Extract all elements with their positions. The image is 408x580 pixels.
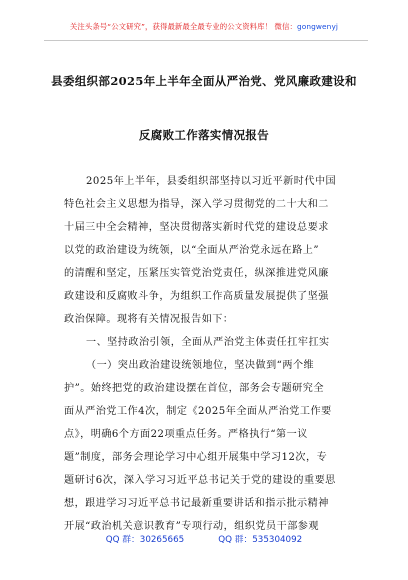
body-paragraph-line: 特色社会主义思想为指导，深入学习贯彻党的二十大和二 xyxy=(64,199,329,210)
body-paragraph-line: 护”。始终把党的政治建设摆在首位，部务会专题研究全 xyxy=(64,383,324,394)
footer-qq-group-2: QQ 群：535304092 xyxy=(218,535,303,545)
body-paragraph-line: 面从严治党工作4次，制定《2025年全面从严治党工作要 xyxy=(64,406,332,417)
footer-qq-group-1: QQ 群：30265665 xyxy=(105,535,185,545)
document-title-line-1: 县委组织部2025年上半年全面从严治党、党风廉政建设和 xyxy=(51,74,357,88)
section-heading: 一、坚持政治引领，全面从严治党主体责任扛牢扛实 xyxy=(86,337,330,348)
subsection-heading: （一）突出政治建设统领地位，坚决做到“两个维 xyxy=(86,360,315,371)
body-paragraph-line: 的清醒和坚定，压紧压实管党治党责任，纵深推进党风廉 xyxy=(64,268,329,279)
body-paragraph-line: 十届三中全会精神，坚决贯彻落实新时代党的建设总要求 xyxy=(64,222,329,233)
body-paragraph-line: 题”制度，部务会理论学习中心组开展集中学习12次，专 xyxy=(64,452,328,463)
banner-text: 关注头条号“公文研究”，获得最新最全最专业的公文资料库！ 微信： xyxy=(69,22,297,31)
body-paragraph-line: 政建设和反腐败斗争，为组织工作高质量发展提供了坚强 xyxy=(64,291,329,302)
body-paragraph-line: 题研讨6次，深入学习习近平总书记关于党的建设的重要思 xyxy=(64,475,336,486)
body-paragraph-line: 2025年上半年，县委组织部坚持以习近平新时代中国 xyxy=(86,176,337,187)
banner-wechat-id: gongwenyj xyxy=(296,22,339,31)
body-paragraph-line: 想，跟进学习习近平总书记最新重要讲话和指示批示精神 xyxy=(64,498,329,509)
body-paragraph-line: 点》，明确6个方面22项重点任务。严格执行“第一议 xyxy=(64,429,308,440)
document-title-line-2: 反腐败工作落实情况报告 xyxy=(138,128,270,142)
body-paragraph-line: 政治保障。现将有关情况报告如下： xyxy=(64,314,234,325)
banner-divider xyxy=(44,40,368,41)
body-paragraph-line: 开展“政治机关意识教育”专项行动，组织党员干部参观 xyxy=(64,521,319,532)
top-banner xyxy=(0,22,408,32)
footer-contacts xyxy=(0,533,408,545)
body-paragraph-line: 以党的政治建设为统领，以“全面从严治党永远在路上” xyxy=(64,245,319,256)
